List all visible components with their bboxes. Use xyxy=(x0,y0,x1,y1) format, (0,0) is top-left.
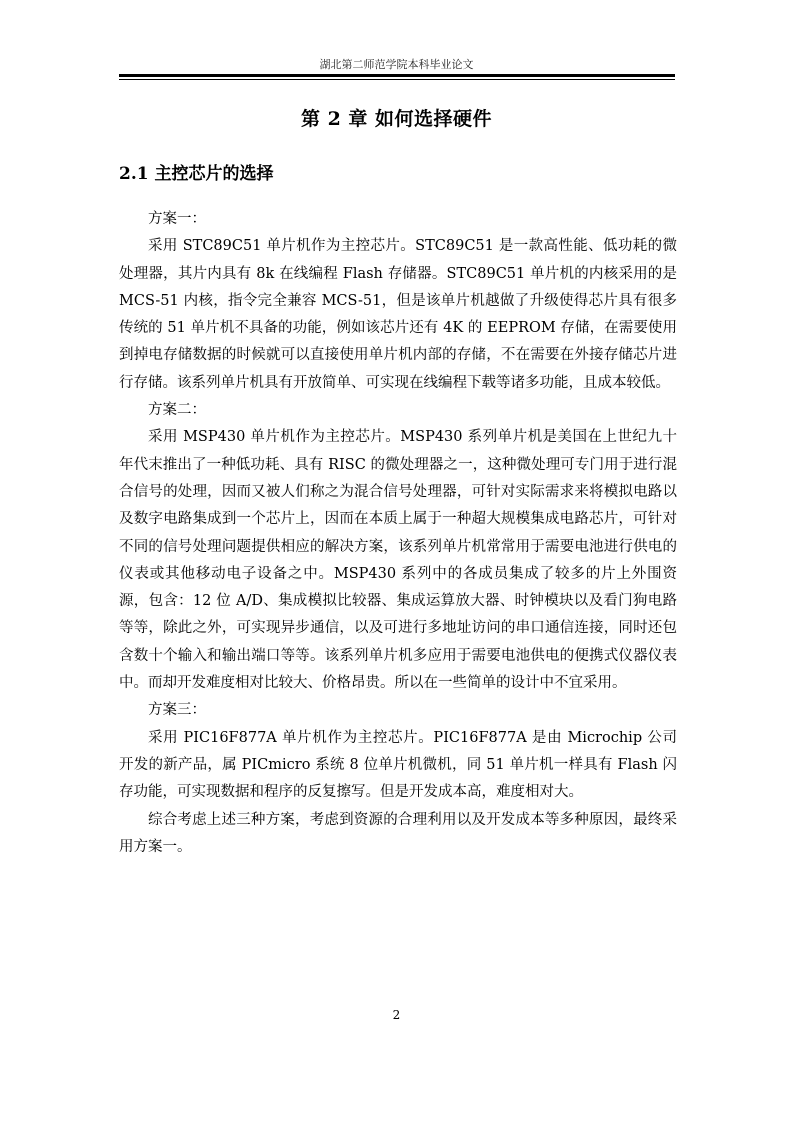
paragraph-conclusion: 综合考虑上述三种方案，考虑到资源的合理利用以及开发成本等多种原因，最终采用方案一。 xyxy=(119,811,677,855)
paragraph-option-3-heading: 方案三： xyxy=(148,702,206,719)
chapter-title: 第 2 章 如何选择硬件 xyxy=(300,108,493,130)
section-title: 2.1 主控芯片的选择 xyxy=(119,164,274,184)
header-rule-thick xyxy=(119,74,675,77)
paragraph-option-1-heading: 方案一： xyxy=(148,211,206,227)
paragraph-option-2-heading: 方案二： xyxy=(148,402,206,419)
paragraph-option-3: 采用 PIC16F877A 单片机作为主控芯片。PIC16F877A 是由 Microchip 公司开发的新产品，属 PICmicro 系统 8 位单片机微机，同 51 单片机一样具有 Flash 闪存功能，可实现数据和程序的反复擦写。但是开发成本高，难度相对大。 xyxy=(119,729,677,801)
running-header: 湖北第二师范学院本科毕业论文 xyxy=(319,58,474,71)
paragraph-option-2: 采用 MSP430 单片机作为主控芯片。MSP430 系列单片机是美国在上世纪九十年代末推出了一种低功耗、具有 RISC 的微处理器之一，这种微处理可专门用于进行混合信号的处理，因而又被人们称之为混合信号处理器，可针对实际需求来将模拟电路以及数字电路集成到一个芯片上，因而在本质上属于一种超大规模集成电路芯片，可针对不同的信号处理问题提供相应的解决方案，该系列单片机常常用于需要电池进行供电的仪表或其他移动电子设备之中。MSP430 系列中的各成员集成了较多的片上外围资源，包含：12 位 A/D、集成模拟比较器、集成运算放大器、时钟模块以及看门狗电路等等，除此之外，可实现异步通信，以及可进行多地址访问的串口通信连接，同时还包含数十个输入和输出端口等等。该系列单片机多应用于需要电池供电的便携式仪器仪表中。而却开发难度相对比较大、价格昂贵。所以在一些简单的设计中不宜采用。 xyxy=(119,429,677,692)
paragraph-option-1: 采用 STC89C51 单片机作为主控芯片。STC89C51 是一款高性能、低功耗的微处理器，其片内具有 8k 在线编程 Flash 存储器。STC89C51 单片机的内核采用的是 MCS-51 内核，指令完全兼容 MCS-51，但是该单片机越做了升级使得芯片具有很多传统的 51 单片机不具备的功能，例如该芯片还有 4K 的 EEPROM 存储，在需要使用到掉电存储数据的时候就可以直接使用单片机内部的存储，不在需要在外接存储芯片进行存储。该系列单片机具有开放简单、可实现在线编程下载等诸多功能，且成本较低。 xyxy=(119,238,677,391)
header-rule-thin xyxy=(119,79,675,80)
body-text xyxy=(119,206,677,861)
page-number: 2 xyxy=(392,1008,401,1022)
